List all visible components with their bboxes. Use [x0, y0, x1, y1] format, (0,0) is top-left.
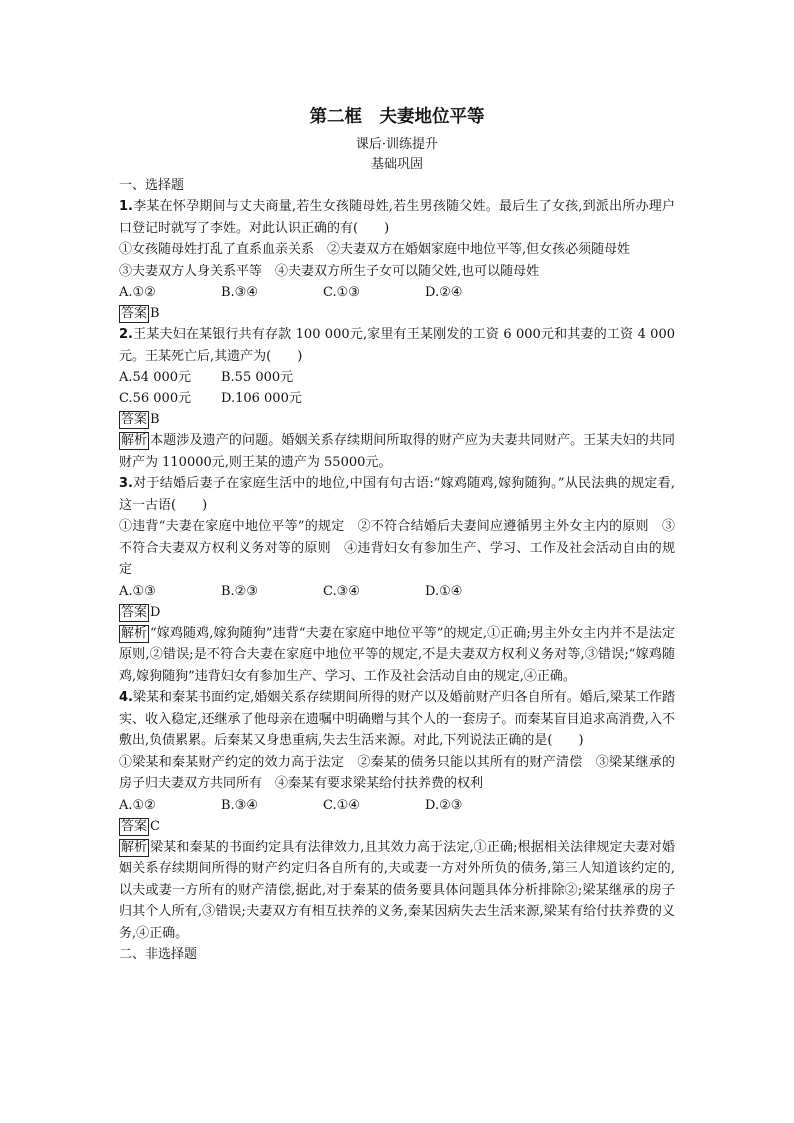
- question-3: [119, 473, 675, 516]
- option-c: C.56 000元: [119, 391, 192, 406]
- option-d: D.①④: [425, 583, 463, 599]
- question-stem: 对于结婚后妻子在家庭生活中的地位,中国有句古语:“嫁鸡随鸡,嫁狗随狗。”从民法典的规定看,这一古语( ): [119, 476, 675, 513]
- explain-tag: 解析: [121, 433, 148, 448]
- answer-line: [119, 409, 675, 430]
- option-b: B.②③: [221, 583, 258, 599]
- option-c: C.①④: [323, 797, 360, 813]
- explanation-text: “嫁鸡随鸡,嫁狗随狗”违背“夫妻在家庭中地位平等”的规定,①正确;男主外女主内并不是法定原则,②错误;是不符合夫妻在家庭中地位平等的规定,不是夫妻双方权利义务对等,③错误;“嫁鸡随鸡,嫁狗随狗”违背妇女有参加生产、学习、工作及社会活动自由的规定,④正确。: [119, 625, 675, 684]
- options-row: [119, 581, 675, 602]
- question-number: 4.: [119, 690, 133, 705]
- option-d: D.②③: [425, 797, 463, 813]
- option-d: D.106 000元: [221, 391, 302, 406]
- document-page: [119, 100, 675, 965]
- statement-line: ③夫妻双方人身关系平等 ④夫妻双方所生子女可以随父姓,也可以随母姓: [119, 263, 540, 279]
- statements: ①梁某和秦某财产约定的效力高于法定 ②秦某的债务只能以其所有的财产清偿 ③梁某继承的房子归夫妻双方共同所有 ④秦某有要求梁某给付扶养费的权利: [119, 754, 675, 791]
- option-b: B.③④: [221, 797, 258, 813]
- options-row: [119, 367, 675, 388]
- answer-line: [119, 602, 675, 623]
- question-4: [119, 687, 675, 752]
- answer-value: C: [150, 818, 160, 834]
- question-1: [119, 196, 675, 239]
- answer-line: [119, 816, 675, 837]
- question-number: 2.: [119, 327, 133, 342]
- option-d: D.②④: [425, 285, 463, 300]
- option-c: C.①③: [323, 285, 360, 300]
- answer-value: B: [150, 306, 160, 321]
- explanation: [119, 837, 675, 945]
- answer-tag: 答案: [121, 818, 148, 834]
- question-number: 3.: [119, 476, 133, 491]
- option-a: A.①③: [119, 583, 156, 599]
- option-b: B.③④: [221, 285, 258, 300]
- statement-line: ①女孩随母姓打乱了直系血亲关系 ②夫妻双方在婚姻家庭中地位平等,但女孩必须随母姓: [119, 242, 631, 257]
- answer-tag: 答案: [121, 412, 148, 427]
- question-number: 1.: [119, 199, 133, 214]
- options-row: [119, 795, 675, 816]
- option-c: C.③④: [323, 583, 360, 599]
- options-row: [119, 388, 675, 409]
- options-row: [119, 282, 675, 303]
- section-choice-heading: 一、选择题: [119, 178, 185, 193]
- option-a: A.54 000元: [119, 370, 192, 385]
- answer-tag: 答案: [121, 604, 148, 620]
- subtitle-basic: 基础巩固: [370, 157, 423, 172]
- explanation-text: 梁某和秦某的书面约定具有法律效力,且其效力高于法定,①正确;根据相关法律规定夫妻对婚姻关系存续期间所得的财产约定归各自所有的,夫或妻一方对外所负的债务,第三人知道该约定的,以夫或妻一方所有的财产清偿,据此,对于秦某的债务要具体问题具体分析排除②;梁某继承的房子归其个人所有,③错误;夫妻双方有相互扶养的义务,秦某因病失去生活来源,梁某有给付扶养费的义务,④正确。: [119, 839, 675, 941]
- explanation-text: 本题涉及遗产的问题。婚姻关系存续期间所取得的财产应为夫妻共同财产。王某夫妇的共同财产为 110000元,则王某的遗产为 55000元。: [119, 433, 675, 470]
- option-a: A.①②: [119, 797, 156, 813]
- question-stem: 王某夫妇在某银行共有存款 100 000元,家里有王某刚发的工资 6 000元和其妻的工资 4 000元。王某死亡后,其遗产为( ): [119, 327, 675, 364]
- explain-tag: 解析: [121, 625, 148, 641]
- question-2: [119, 324, 675, 367]
- answer-value: B: [150, 412, 160, 427]
- answer-value: D: [150, 604, 161, 620]
- explanation: [119, 430, 675, 473]
- page-title: 第二框 夫妻地位平等: [309, 107, 485, 127]
- explain-tag: 解析: [121, 839, 148, 855]
- question-stem: 李某在怀孕期间与丈夫商量,若生女孩随母姓,若生男孩随父姓。最后生了女孩,到派出所办理户口登记时就写了李姓。对此认识正确的有( ): [119, 199, 675, 236]
- question-stem: 梁某和秦某书面约定,婚姻关系存续期间所得的财产以及婚前财产归各自所有。婚后,梁某工作踏实、收入稳定,还继承了他母亲在遗嘱中明确赠与其个人的一套房子。而秦某盲目追求高消费,入不敷出,负债累累。后秦某又身患重病,失去生活来源。对此,下列说法正确的是( ): [119, 690, 675, 748]
- section-nonchoice-heading: 二、非选择题: [119, 947, 198, 962]
- answer-line: [119, 303, 675, 324]
- option-b: B.55 000元: [221, 370, 294, 385]
- answer-tag: 答案: [121, 306, 148, 321]
- explanation: [119, 623, 675, 688]
- subtitle-after-class: 课后·训练提升: [355, 137, 439, 152]
- option-a: A.①②: [119, 285, 156, 300]
- statements: ①违背“夫妻在家庭中地位平等”的规定 ②不符合结婚后夫妻间应遵循男主外女主内的原则 ③不符合夫妻双方权利义务对等的原则 ④违背妇女有参加生产、学习、工作及社会活动自由的规定: [119, 519, 675, 577]
